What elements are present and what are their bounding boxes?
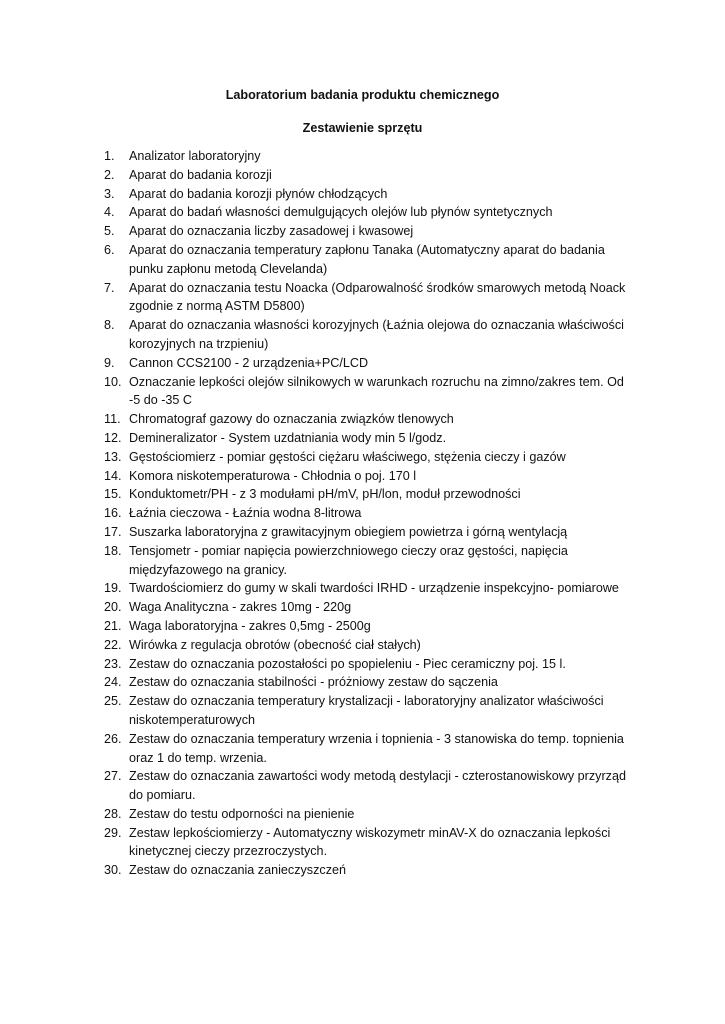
list-item-text: Zestaw lepkościomierzy - Automatyczny wiskozymetr minAV-X do oznaczania lepkości kinetycznej cieczy przezroczystych.	[129, 825, 611, 859]
list-item-text: Aparat do badania korozji płynów chłodzących	[129, 186, 388, 201]
list-item	[0, 222, 725, 241]
list-item	[0, 467, 725, 486]
list-item-text: Twardościomierz do gumy w skali twardości IRHD - urządzenie inspekcyjno- pomiarowe	[129, 581, 619, 596]
list-item-text: Zestaw do oznaczania temperatury krystalizacji - laboratoryjny analizator właściwości niskotemperaturowych	[129, 694, 604, 727]
list-item-number: 8.	[104, 318, 115, 333]
list-item	[0, 448, 725, 467]
list-item-text: Waga Analityczna - zakres 10mg - 220g	[129, 600, 352, 615]
document-subtitle: Zestawienie sprzętu	[302, 121, 423, 135]
list-item-number: 23.	[104, 656, 122, 671]
list-item	[0, 805, 725, 824]
list-item	[0, 147, 725, 166]
list-item-text: Aparat do oznaczania własności korozyjnych (Łaźnia olejowa do oznaczania właściwości korozyjnych na trzpieniu)	[129, 318, 624, 351]
list-item-text: Gęstościomierz - pomiar gęstości ciężaru właściwego, stężenia cieczy i gazów	[129, 449, 566, 464]
list-item-number: 27.	[104, 769, 122, 784]
list-item-number: 5.	[104, 224, 115, 239]
list-item	[0, 730, 725, 768]
list-item	[0, 485, 725, 504]
list-item-number: 28.	[104, 806, 122, 821]
list-item-text: Suszarka laboratoryjna z grawitacyjnym obiegiem powietrza i górną wentylacją	[129, 524, 568, 539]
list-item	[0, 523, 725, 542]
list-item-number: 11.	[104, 412, 121, 427]
list-item	[0, 542, 725, 580]
list-item-number: 3.	[104, 186, 115, 201]
list-item-text: Waga laboratoryjna - zakres 0,5mg - 2500g	[129, 618, 371, 633]
list-item	[0, 185, 725, 204]
list-item	[0, 354, 725, 373]
list-item-text: Zestaw do testu odporności na pienienie	[129, 806, 355, 821]
list-item-number: 15.	[104, 487, 122, 502]
list-item-number: 26.	[104, 731, 122, 746]
list-item-number: 7.	[104, 280, 115, 295]
list-item-number: 30.	[104, 863, 122, 878]
list-item	[0, 579, 725, 598]
list-item-text: Aparat do badań własności demulgujących olejów lub płynów syntetycznych	[129, 205, 553, 220]
list-item	[0, 203, 725, 222]
list-item-number: 14.	[104, 468, 122, 483]
list-item-number: 29.	[104, 825, 122, 840]
list-item-number: 10.	[104, 374, 122, 389]
document-title: Laboratorium badania produktu chemicznego	[225, 88, 500, 102]
list-item-text: Zestaw do oznaczania zawartości wody metodą destylacji - czterostanowiskowy przyrząd do pomiaru.	[129, 769, 626, 803]
list-item-number: 21.	[104, 618, 122, 633]
list-item-text: Zestaw do oznaczania stabilności - próżniowy zestaw do sączenia	[129, 675, 498, 690]
list-item	[0, 824, 725, 862]
list-item-number: 17.	[104, 524, 122, 539]
list-item-text: Tensjometr - pomiar napięcia powierzchniowego cieczy oraz gęstości, napięcia międzyfazowego na granicy.	[129, 543, 568, 577]
list-item-text: Aparat do oznaczania temperatury zapłonu Tanaka (Automatyczny aparat do badania punku zapłonu metodą Clevelanda)	[129, 242, 605, 276]
list-item	[0, 655, 725, 674]
list-item-number: 1.	[104, 149, 115, 163]
list-item	[0, 598, 725, 617]
list-item	[0, 861, 725, 880]
list-item-text: Zestaw do oznaczania temperatury wrzenia i topnienia - 3 stanowiska do temp. topnienia oraz 1 do temp. wrzenia.	[129, 731, 624, 765]
list-item-number: 16.	[104, 506, 122, 521]
list-item-number: 4.	[104, 205, 115, 220]
list-item-text: Zestaw do oznaczania zanieczyszczeń	[129, 863, 347, 878]
list-item-text: Chromatograf gazowy do oznaczania związków tlenowych	[129, 412, 454, 427]
list-item-number: 6.	[104, 242, 115, 257]
list-item-text: Konduktometr/PH - z 3 modułami pH/mV, pH/lon, moduł przewodności	[129, 487, 521, 502]
list-item-text: Analizator laboratoryjny	[129, 149, 261, 163]
list-item	[0, 692, 725, 730]
equipment-list	[0, 147, 725, 880]
list-item	[0, 767, 725, 805]
list-item-number: 2.	[104, 167, 115, 182]
list-item	[0, 373, 725, 411]
list-item	[0, 279, 725, 317]
list-item-text: Oznaczanie lepkości olejów silnikowych w warunkach rozruchu na zimno/zakres tem. Od -5 do -35 C	[129, 374, 624, 408]
list-item-number: 25.	[104, 694, 122, 709]
list-item-text: Aparat do oznaczania testu Noacka (Odparowalność środków smarowych metodą Noack zgodnie z normą ASTM D5800)	[129, 280, 626, 314]
list-item	[0, 636, 725, 655]
list-item	[0, 241, 725, 279]
list-item-number: 13.	[104, 449, 122, 464]
list-item-number: 12.	[104, 430, 122, 445]
list-item-text: Łaźnia cieczowa - Łaźnia wodna 8-litrowa	[129, 506, 362, 521]
list-item	[0, 316, 725, 354]
list-item-number: 9.	[104, 355, 115, 370]
list-item-text: Aparat do badania korozji	[129, 167, 272, 182]
list-item	[0, 166, 725, 185]
list-item	[0, 673, 725, 692]
list-item-text: Demineralizator - System uzdatniania wody min 5 l/godz.	[129, 430, 447, 445]
list-item	[0, 410, 725, 429]
list-item-text: Zestaw do oznaczania pozostałości po spopieleniu - Piec ceramiczny poj. 15 l.	[129, 656, 566, 671]
list-item-number: 22.	[104, 637, 122, 652]
list-item-number: 24.	[104, 675, 122, 690]
list-item-text: Cannon CCS2100 - 2 urządzenia+PC/LCD	[129, 355, 369, 370]
list-item-text: Wirówka z regulacja obrotów (obecność ciał stałych)	[129, 637, 421, 652]
list-item-number: 19.	[104, 581, 122, 596]
list-item	[0, 429, 725, 448]
list-item-text: Aparat do oznaczania liczby zasadowej i kwasowej	[129, 224, 414, 239]
list-item-number: 18.	[104, 543, 122, 558]
list-item-number: 20.	[104, 600, 122, 615]
list-item	[0, 504, 725, 523]
list-item	[0, 617, 725, 636]
list-item-text: Komora niskotemperaturowa - Chłodnia o poj. 170 l	[129, 468, 417, 483]
